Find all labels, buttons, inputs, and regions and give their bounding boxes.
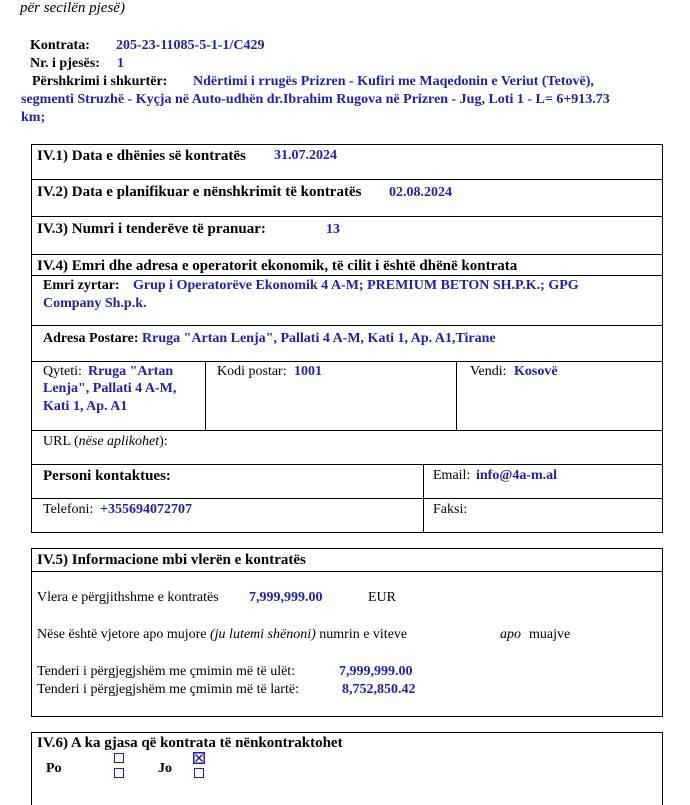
city-line3: Kati 1, Ap. A1: [43, 399, 128, 414]
years-text: Nëse është vjetore apo mujore (ju lutemi shënoni) numrin e viteve: [37, 627, 408, 642]
yes-checkbox-top[interactable]: [114, 753, 124, 763]
s2-label: IV.2) Data e planifikuar e nënshkrimit të kontratës: [37, 184, 362, 200]
currency: EUR: [368, 590, 396, 605]
lowest-price-label: Tenderi i përgjegjshëm me çmimin më të ulët:: [37, 664, 296, 679]
city-label: Qyteti:: [43, 364, 82, 379]
s5-label: IV.5) Informacione mbi vlerën e kontratës: [37, 552, 306, 568]
contact-label: Personi kontaktues:: [43, 468, 171, 484]
official-name-line1: Grup i Operatorëve Ekonomik 4 A-M; PREMIUM BETON SH.P.K.; GPG: [133, 278, 579, 293]
postal-address-value: Rruga "Artan Lenja", Pallati 4 A-M, Kati 1, Ap. A1,Tirane: [142, 331, 496, 346]
part-value: 1: [117, 56, 124, 71]
no-label: Jo: [158, 761, 172, 776]
highest-price-value: 8,752,850.42: [342, 682, 416, 697]
total-value: 7,999,999.00: [249, 590, 323, 605]
s4-label: IV.4) Emri dhe adresa e operatorit ekonomik, të cilit i është dhënë kontrata: [37, 258, 518, 274]
postal-code-value: 1001: [294, 364, 322, 379]
intro-note: për secilën pjesë): [20, 0, 125, 16]
s3-value: 13: [326, 222, 340, 237]
no-checkbox-checked-icon[interactable]: [193, 752, 205, 764]
official-name-label: Emri zyrtar:: [43, 278, 120, 293]
country-label: Vendi:: [470, 364, 507, 379]
desc-line3: km;: [21, 110, 46, 125]
city-line2: Lenja", Pallati 4 A-M,: [43, 381, 177, 396]
total-value-label: Vlera e përgjithshme e kontratës: [37, 590, 219, 605]
desc-line1: Ndërtimi i rrugës Prizren - Kufiri me Maqedonin e Veriut (Tetovë),: [193, 74, 594, 89]
s1-value: 31.07.2024: [274, 148, 337, 163]
part-label: Nr. i pjesës:: [30, 56, 100, 71]
s2-value: 02.08.2024: [389, 185, 452, 200]
postal-address-label: Adresa Postare: Rruga "Artan Lenja", Pallati 4 A-M, Kati 1, Ap. A1,Tirane: [43, 331, 496, 346]
desc-line2: segmenti Struzhë - Kyçja në Auto-udhën dr.Ibrahim Rugova në Prizren - Jug, Loti 1 - L= 6+913.73: [21, 92, 610, 107]
phone-value: +355694072707: [100, 502, 192, 517]
contract-label: Kontrata:: [30, 38, 90, 53]
s1-label: IV.1) Data e dhënies së kontratës: [37, 148, 246, 164]
postal-code-label: Kodi postar:: [217, 364, 287, 379]
contract-value: 205-23-11085-5-1-1/C429: [116, 38, 265, 53]
email-value[interactable]: info@4a-m.al: [476, 468, 558, 483]
country-value: Kosovë: [514, 364, 558, 379]
desc-label: Përshkrimi i shkurtër:: [32, 74, 168, 89]
s6-label: IV.6) A ka gjasa që kontrata të nënkontraktohet: [37, 735, 343, 751]
apo-text: apo: [500, 627, 521, 642]
phone-label: Telefoni:: [43, 502, 94, 517]
fax-label: Faksi:: [433, 502, 468, 517]
official-name-line2: Company Sh.p.k.: [43, 296, 147, 311]
yes-label: Po: [46, 761, 62, 776]
s3-label: IV.3) Numri i tenderëve të pranuar:: [37, 221, 266, 237]
url-label: URL (nëse aplikohet):: [43, 434, 168, 449]
city-line1: Rruga "Artan: [88, 364, 174, 379]
lowest-price-value: 7,999,999.00: [339, 664, 413, 679]
yes-checkbox[interactable]: [114, 768, 124, 778]
months-text: muajve: [529, 627, 571, 642]
highest-price-label: Tenderi i përgjegjshëm me çmimin më të lartë:: [37, 682, 299, 697]
email-label: Email:: [433, 468, 471, 483]
no-checkbox[interactable]: [194, 768, 204, 778]
